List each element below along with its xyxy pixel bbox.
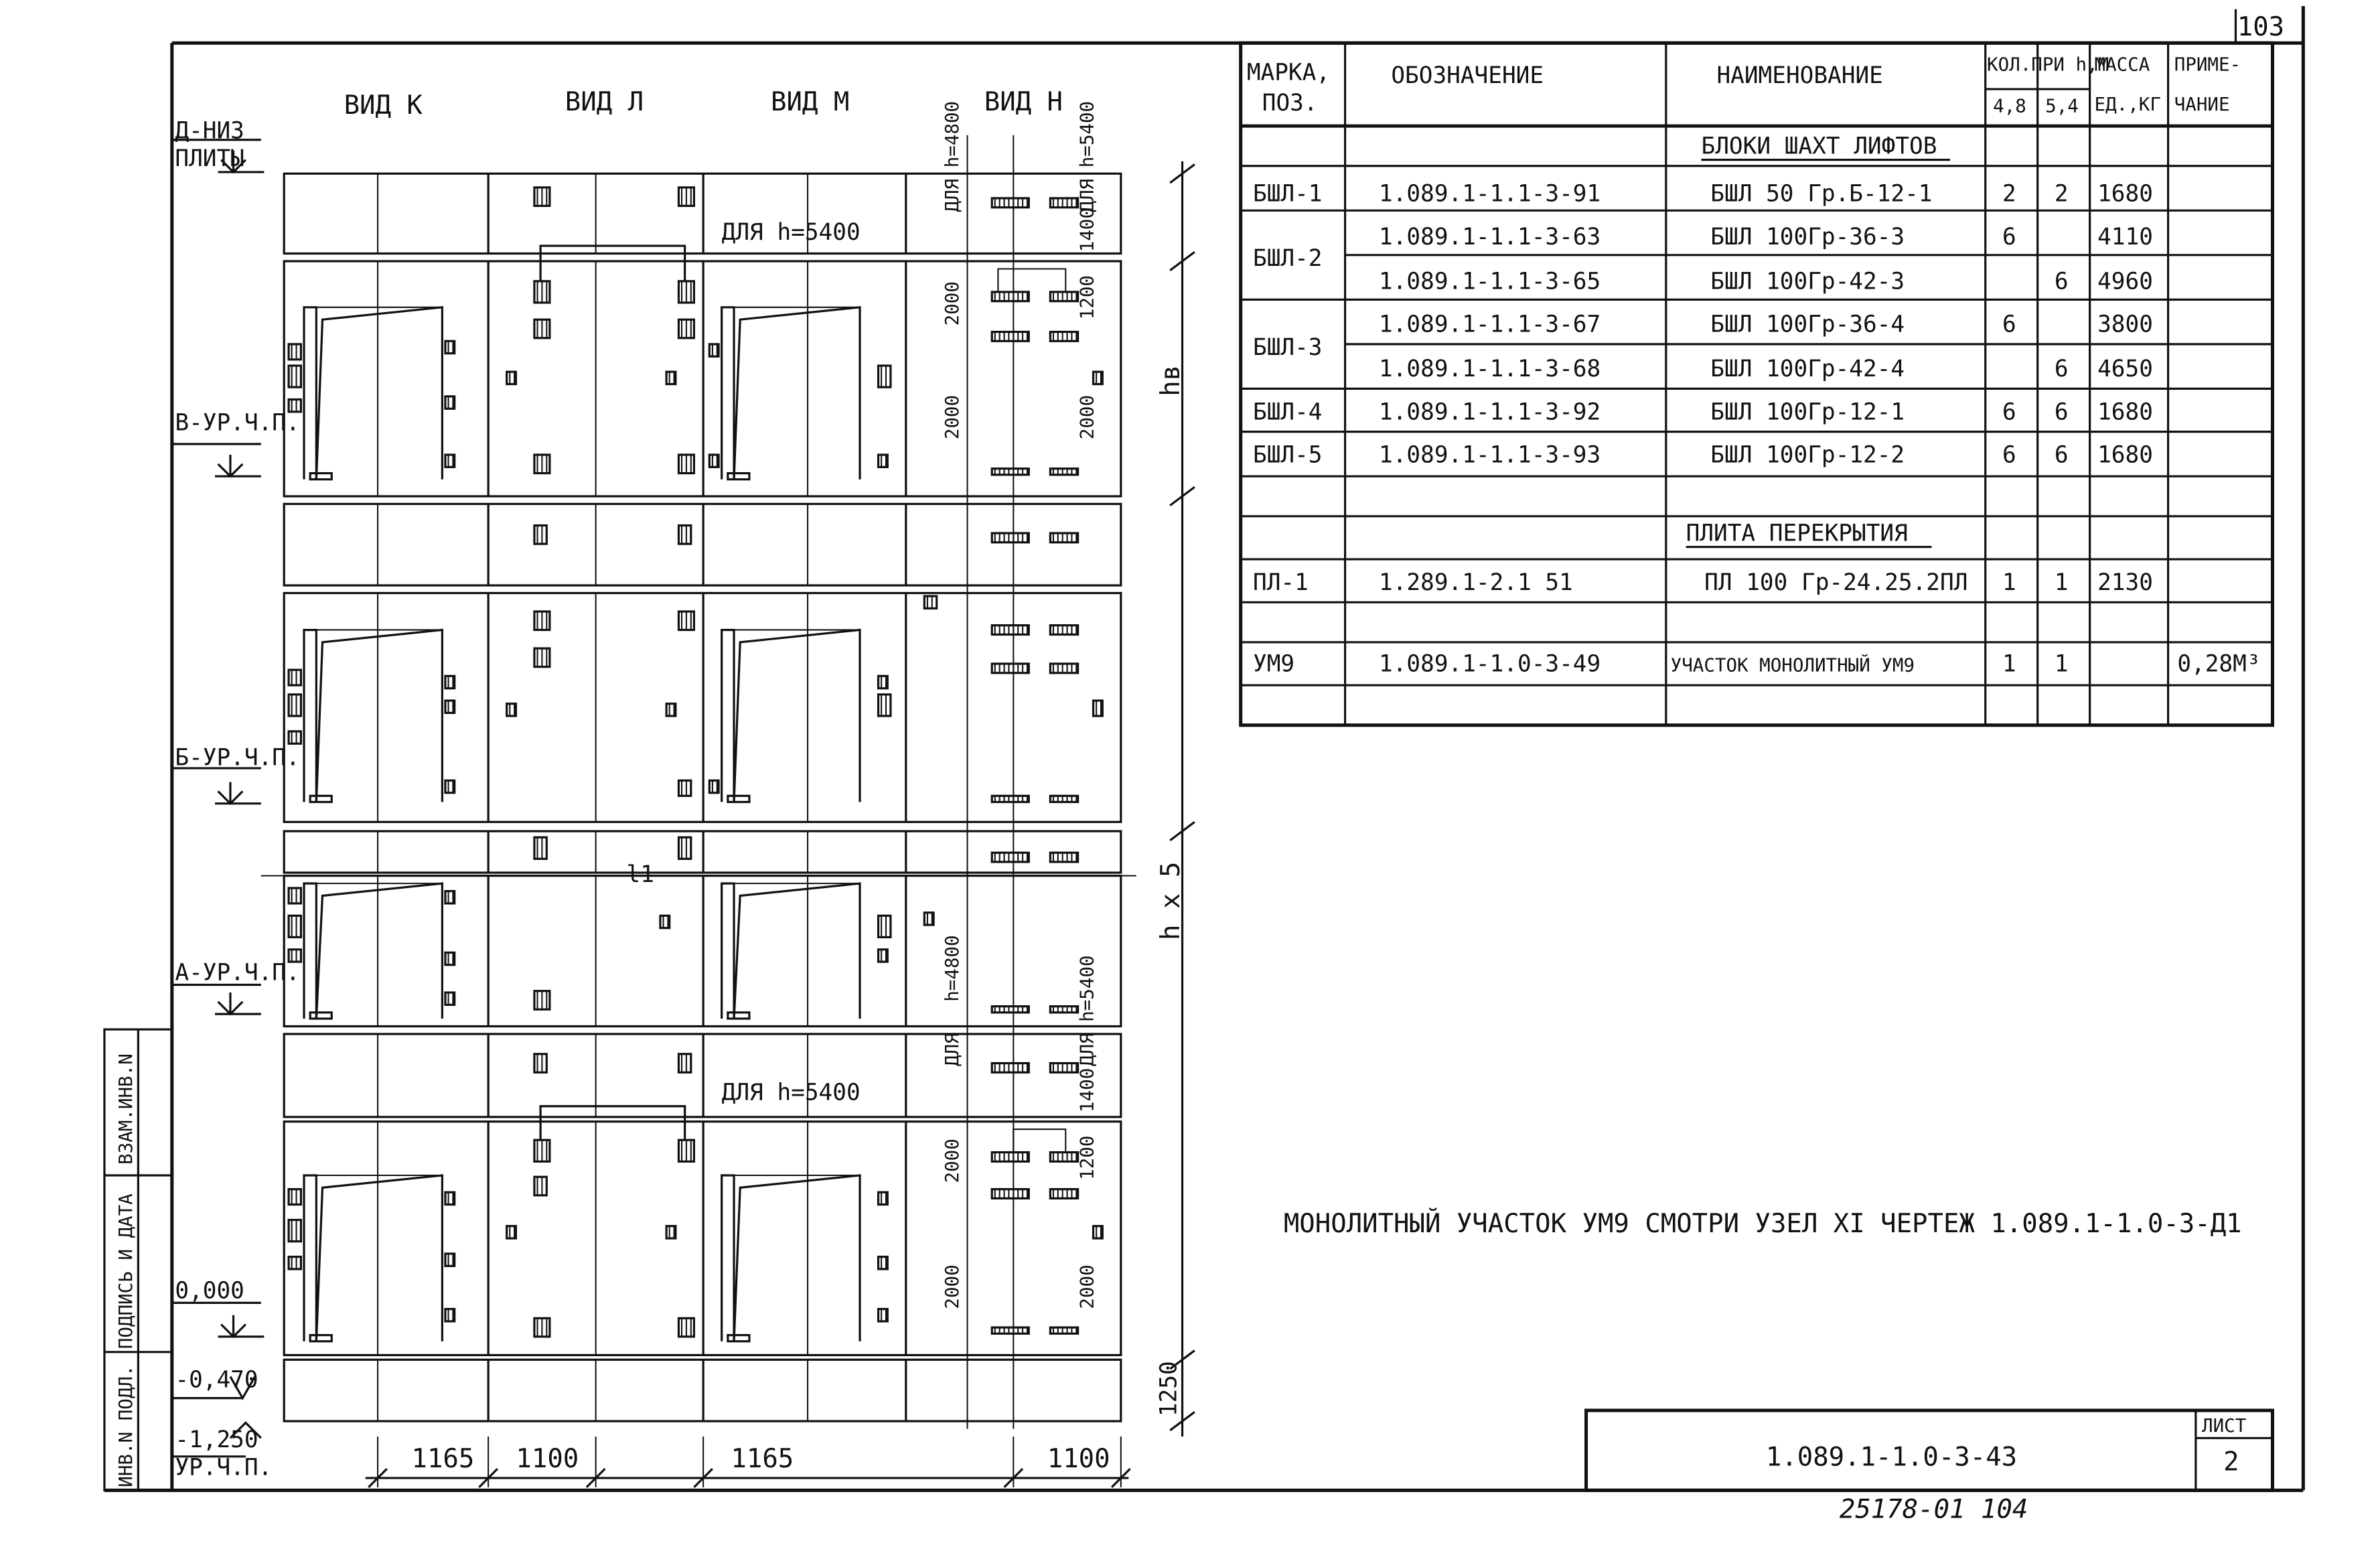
- note-dlya-h4800-vert-top: ДЛЯ h=4800: [941, 100, 963, 212]
- cell-k48: 6: [2002, 311, 2016, 338]
- cell-marka: БШЛ-5: [1253, 441, 1323, 469]
- view-title-m: ВИД М: [771, 87, 850, 118]
- dim-1200-top: 1200: [1076, 275, 1098, 320]
- stamp-podpis-data: ПОДПИСЬ И ДАТА: [115, 1193, 137, 1349]
- cell-prim: 0,28М³: [2177, 650, 2261, 678]
- dim-1165-left: 1165: [411, 1443, 475, 1474]
- cell-massa: 4960: [2097, 268, 2153, 295]
- cell-obozn: 1.089.1-1.1-3-92: [1379, 398, 1601, 426]
- cell-naim: БШЛ 100Гр-42-3: [1710, 268, 1905, 295]
- cell-marka: БШЛ-1: [1253, 180, 1323, 208]
- leader-n-bottom: [1013, 1129, 1065, 1152]
- cell-obozn: 1.089.1-1.1-3-65: [1379, 268, 1601, 295]
- table-row: [1253, 442, 2153, 469]
- embed-mark: [289, 670, 301, 685]
- note-dlya-h5400-bottom: ДЛЯ h=5400: [721, 1079, 861, 1106]
- dim-2000-d: 2000: [941, 1139, 963, 1183]
- embed-mark: [1050, 1189, 1077, 1199]
- cell-k54: 6: [2054, 356, 2069, 383]
- th-oboznachenie: ОБОЗНАЧЕНИЕ: [1391, 62, 1544, 89]
- table-row: [1253, 651, 2261, 678]
- embed-mark: [1050, 1327, 1077, 1333]
- note-dlya-vert-mid: ДЛЯ: [941, 1033, 963, 1067]
- dim-2000-c: 2000: [1076, 394, 1098, 440]
- door-frame: [722, 307, 734, 480]
- embed-mark: [678, 780, 690, 796]
- note-dlya-h5400-vert-mid: ДЛЯ h=5400: [1076, 955, 1098, 1067]
- leader-n-top: [998, 269, 1065, 291]
- view-title-n: ВИД Н: [984, 87, 1063, 118]
- level-d-niz: Д-НИЗ: [175, 117, 244, 145]
- door-frame: [304, 1175, 316, 1341]
- th-massa-ed: ЕД.,КГ: [2094, 94, 2161, 116]
- embed-mark: [1050, 292, 1077, 301]
- embed-mark: [1050, 1063, 1077, 1073]
- cell-massa: 3800: [2097, 311, 2153, 338]
- table-row: [1253, 311, 2153, 361]
- door-frame: [722, 1175, 734, 1341]
- cell-obozn: 1.289.1-2.1 51: [1379, 569, 1573, 596]
- embed-mark: [924, 596, 936, 608]
- door-frame: [304, 883, 316, 1019]
- cell-marka: УМ9: [1253, 650, 1295, 678]
- dim-hx5: h x 5: [1155, 861, 1186, 940]
- embed-mark: [1050, 853, 1077, 862]
- th-k54: 5,4: [2045, 95, 2079, 117]
- level-v: В-УР.Ч.П.: [175, 409, 300, 437]
- embed-mark: [1050, 796, 1077, 802]
- stamp-vzam-inv: ВЗАМ.ИНВ.N: [115, 1053, 137, 1165]
- note-h4800-vert-mid: h=4800: [941, 935, 963, 1002]
- dimension-lines: [172, 140, 1195, 1487]
- cell-k54: 6: [2054, 398, 2069, 426]
- level-marker: [215, 993, 261, 1014]
- door-leaf: [316, 1175, 442, 1341]
- th-naimenovanie: НАИМЕНОВАНИЕ: [1716, 62, 1883, 89]
- th-prim: ПРИМЕ-: [2174, 54, 2241, 76]
- cell-massa: 1680: [2097, 441, 2153, 469]
- cell-marka: БШЛ-2: [1253, 244, 1323, 272]
- cell-marka: БШЛ-3: [1253, 334, 1323, 361]
- th-marka-poz: ПОЗ.: [1262, 90, 1318, 117]
- stamp-inv-podl: ИНВ.N ПОДЛ.: [115, 1365, 137, 1487]
- level-m1250-urchp: УР.Ч.П.: [175, 1454, 273, 1481]
- embed-mark: [678, 1054, 690, 1073]
- door-sill-mark: [310, 473, 331, 480]
- cell-massa: 2130: [2097, 569, 2153, 596]
- view-title-l: ВИД Л: [565, 87, 644, 118]
- title-sheet-number: 2: [2223, 1447, 2239, 1477]
- cell-naim: БШЛ 100Гр-12-1: [1710, 398, 1905, 426]
- level-a: А-УР.Ч.П.: [175, 959, 300, 986]
- cell-obozn: 1.089.1-1.0-3-49: [1379, 650, 1601, 678]
- section-plate: ПЛИТА ПЕРЕКРЫТИЯ: [1686, 520, 1908, 547]
- door-sill-mark: [310, 1013, 331, 1019]
- cell-naim: УЧАСТОК МОНОЛИТНЫЙ УМ9: [1670, 654, 1915, 676]
- embed-mark: [289, 1220, 301, 1242]
- embed-mark: [289, 344, 301, 360]
- dim-1400-top: 1400: [1076, 207, 1098, 252]
- embed-mark: [289, 366, 301, 387]
- door-leaf: [316, 630, 442, 802]
- table-row: [1253, 398, 2153, 425]
- cell-massa: 4650: [2097, 356, 2153, 383]
- embed-mark: [879, 366, 891, 387]
- dim-1100-right: 1100: [1047, 1443, 1110, 1474]
- dim-2000-b: 2000: [941, 394, 963, 440]
- cell-k48: 6: [2002, 398, 2016, 426]
- cell-k48: 6: [2002, 223, 2016, 250]
- door-leaf: [316, 883, 442, 1019]
- embed-mark: [678, 526, 690, 544]
- elevation-views: [261, 135, 1136, 1429]
- door-sill-mark: [310, 796, 331, 802]
- embed-mark: [1050, 1007, 1077, 1013]
- cell-massa: 4110: [2097, 223, 2153, 250]
- cell-obozn: 1.089.1-1.1-3-67: [1379, 311, 1601, 338]
- dim-hv: hв: [1155, 364, 1186, 396]
- note-dlya-h5400-top: ДЛЯ h=5400: [721, 218, 861, 246]
- door-leaf: [734, 883, 860, 1019]
- cell-obozn: 1.089.1-1.1-3-93: [1379, 441, 1601, 469]
- door-frame: [304, 630, 316, 802]
- cell-k54: 1: [2054, 569, 2069, 596]
- cell-naim: БШЛ 50 Гр.Б-12-1: [1710, 180, 1933, 208]
- dim-2000-f: 2000: [1076, 1264, 1098, 1309]
- cell-marka: БШЛ-4: [1253, 398, 1323, 426]
- door-leaf: [734, 307, 860, 480]
- embed-mark: [1050, 533, 1077, 542]
- dim-2000-e: 2000: [941, 1264, 963, 1309]
- table-row: [1253, 569, 2153, 596]
- embed-mark: [289, 888, 301, 903]
- embed-mark: [289, 731, 301, 743]
- door-frame: [722, 630, 734, 802]
- door-sill-mark: [728, 796, 749, 802]
- level-b: Б-УР.Ч.П.: [175, 744, 300, 772]
- note-dlya-h5400-vert-top: ДЛЯ h=5400: [1076, 100, 1098, 212]
- embed-mark: [678, 837, 690, 859]
- table-row: [1253, 181, 2153, 208]
- cell-k54: 2: [2054, 180, 2069, 208]
- embed-mark: [289, 1189, 301, 1205]
- cell-naim: БШЛ 100Гр-12-2: [1710, 441, 1905, 469]
- door-sill-mark: [728, 1335, 749, 1341]
- leader-bottom: [540, 1106, 685, 1140]
- embed-mark: [534, 526, 546, 544]
- embed-mark: [289, 694, 301, 716]
- cell-k54: 6: [2054, 441, 2069, 469]
- level-m1250: -1,250: [175, 1426, 258, 1454]
- cell-naim: БШЛ 100Гр-36-3: [1710, 223, 1905, 250]
- th-massa: МАССА: [2094, 54, 2150, 76]
- th-prim-2: ЧАНИЕ: [2174, 94, 2230, 116]
- page-number-top: 103: [2237, 11, 2285, 42]
- door-leaf: [734, 1175, 860, 1341]
- cell-massa: 1680: [2097, 180, 2153, 208]
- archive-number: 25178-01 104: [1839, 1494, 2028, 1525]
- level-m470: -0,470: [175, 1366, 258, 1394]
- dim-2000-a: 2000: [941, 281, 963, 326]
- embed-mark: [534, 1054, 546, 1073]
- leader-top: [540, 246, 685, 281]
- cell-k54: 6: [2054, 268, 2069, 295]
- dim-1400-bottom: 1400: [1076, 1068, 1098, 1112]
- dim-1100-left: 1100: [516, 1443, 579, 1474]
- door-leaf: [734, 630, 860, 802]
- embed-mark: [1050, 664, 1077, 673]
- title-drawing-code: 1.089.1-1.0-3-43: [1765, 1442, 2018, 1473]
- cell-k48: 6: [2002, 441, 2016, 469]
- embed-mark: [1050, 198, 1077, 208]
- cell-naim: БШЛ 100Гр-36-4: [1710, 311, 1905, 338]
- cell-obozn: 1.089.1-1.1-3-68: [1379, 356, 1601, 383]
- level-zero: 0,000: [175, 1277, 244, 1305]
- level-d-niz-plity: ПЛИТЫ: [175, 145, 244, 172]
- door-frame: [304, 307, 316, 480]
- cell-k54: 1: [2054, 650, 2069, 678]
- note-monolithic: МОНОЛИТНЫЙ УЧАСТОК УМ9 СМОТРИ УЗЕЛ XI ЧЕРТЕЖ 1.089.1-1.0-3-Д1: [1283, 1208, 2242, 1239]
- door-sill-mark: [728, 473, 749, 480]
- cell-k48: 1: [2002, 650, 2016, 678]
- door-leaf: [316, 307, 442, 480]
- sheet-frame: [104, 6, 2303, 1490]
- door-frame: [722, 883, 734, 1019]
- embed-mark: [289, 1257, 301, 1269]
- embed-mark: [879, 915, 891, 937]
- section-blocks: БЛОКИ ШАХТ ЛИФТОВ: [1701, 133, 1937, 160]
- th-kol: КОЛ.ПРИ h,М: [1987, 54, 2109, 76]
- table-row: [1253, 224, 2153, 272]
- label-l1: l1: [626, 861, 654, 888]
- th-marka: МАРКА,: [1246, 59, 1331, 86]
- dim-1200-bottom: 1200: [1076, 1135, 1098, 1180]
- embed-mark: [1050, 626, 1077, 635]
- dim-1250: 1250: [1155, 1361, 1183, 1417]
- cell-obozn: 1.089.1-1.1-3-63: [1379, 223, 1601, 250]
- th-k48: 4,8: [1993, 95, 2026, 117]
- dim-1165-mid: 1165: [731, 1443, 794, 1474]
- cell-massa: 1680: [2097, 398, 2153, 426]
- cell-obozn: 1.089.1-1.1-3-91: [1379, 180, 1601, 208]
- cell-naim: ПЛ 100 Гр-24.25.2ПЛ: [1704, 569, 1968, 596]
- cell-naim: БШЛ 100Гр-42-4: [1710, 356, 1905, 383]
- level-marker: [215, 455, 261, 476]
- embed-mark: [534, 837, 546, 859]
- door-sill-mark: [310, 1335, 331, 1341]
- embed-mark: [1050, 1153, 1077, 1162]
- cell-k48: 2: [2002, 180, 2016, 208]
- specification-table: [1241, 43, 2273, 1490]
- view-title-k: ВИД К: [344, 90, 423, 121]
- embed-mark: [289, 915, 301, 937]
- embed-mark: [879, 694, 891, 716]
- cell-k48: 1: [2002, 569, 2016, 596]
- level-marker: [218, 1315, 265, 1337]
- level-marker: [215, 782, 261, 804]
- door-sill-mark: [728, 1013, 749, 1019]
- embed-mark: [1050, 332, 1077, 342]
- embed-mark: [1050, 469, 1077, 475]
- title-sheet-label: ЛИСТ: [2202, 1415, 2247, 1437]
- embed-mark: [534, 1177, 546, 1195]
- cell-marka: ПЛ-1: [1253, 569, 1309, 596]
